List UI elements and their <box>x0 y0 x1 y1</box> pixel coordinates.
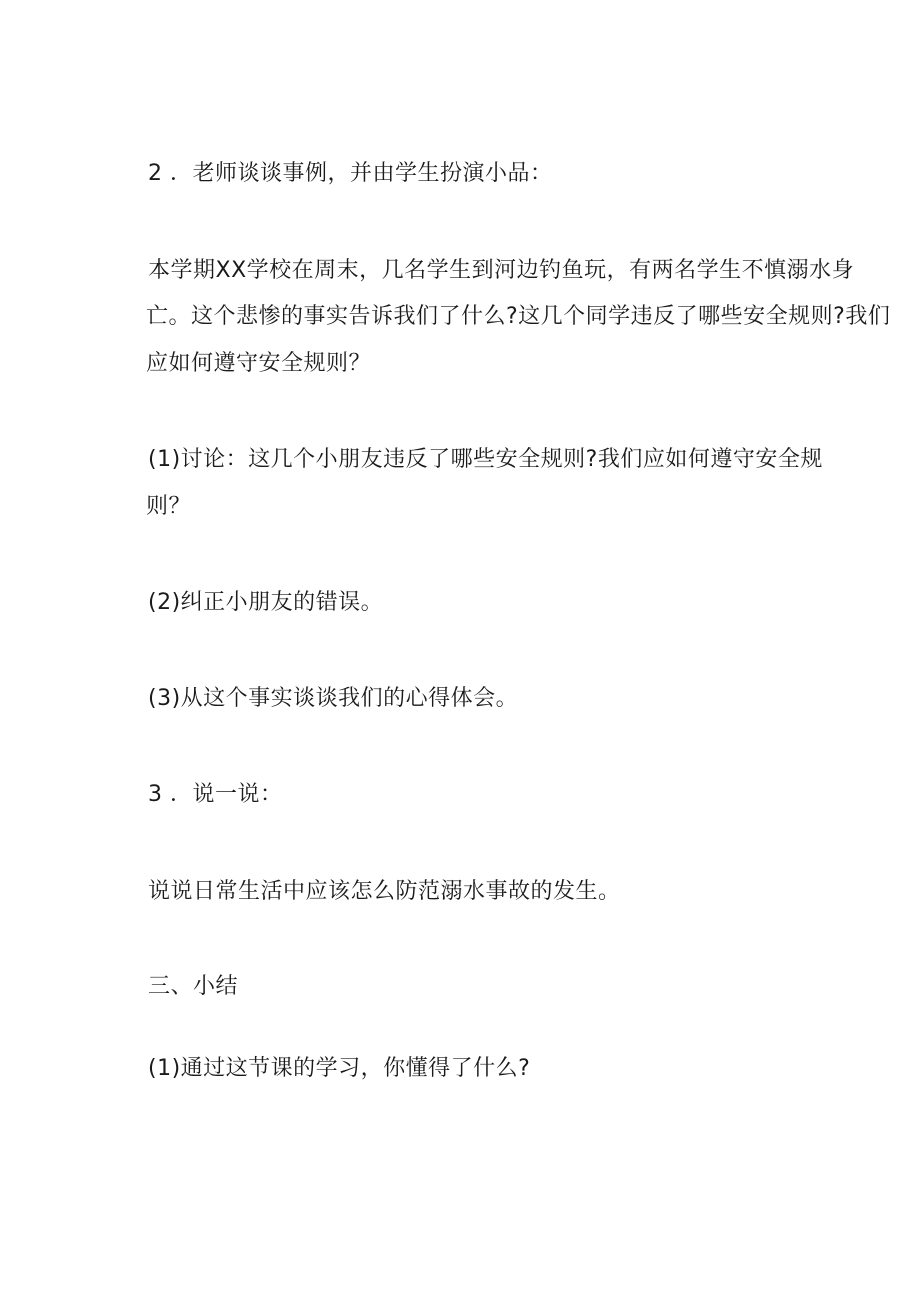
summary-question-line: (1)通过这节课的学习，你懂得了什么? <box>148 1056 531 1081</box>
discussion-line-1: (1)讨论：这几个小朋友违反了哪些安全规则?我们应如何遵守安全规 <box>148 447 823 472</box>
correct-mistakes-line: (2)纠正小朋友的错误。 <box>148 590 384 615</box>
case-paragraph-line-1: 本学期XX学校在周末，几名学生到河边钓鱼玩，有两名学生不慎溺水身 <box>148 258 855 283</box>
item-2-heading: 2 ．老师谈谈事例，并由学生扮演小品： <box>148 161 553 186</box>
item-3-heading: 3 ．说一说： <box>148 782 283 807</box>
case-paragraph-line-2: 亡。这个悲惨的事实告诉我们了什么?这几个同学违反了哪些安全规则?我们 <box>146 304 891 329</box>
experience-line: (3)从这个事实谈谈我们的心得体会。 <box>148 686 519 711</box>
discussion-line-2: 则？ <box>146 494 192 519</box>
prevention-line: 说说日常生活中应该怎么防范溺水事故的发生。 <box>148 879 621 904</box>
section-summary-heading: 三、小结 <box>148 974 239 999</box>
case-paragraph-line-3: 应如何遵守安全规则？ <box>146 351 372 376</box>
